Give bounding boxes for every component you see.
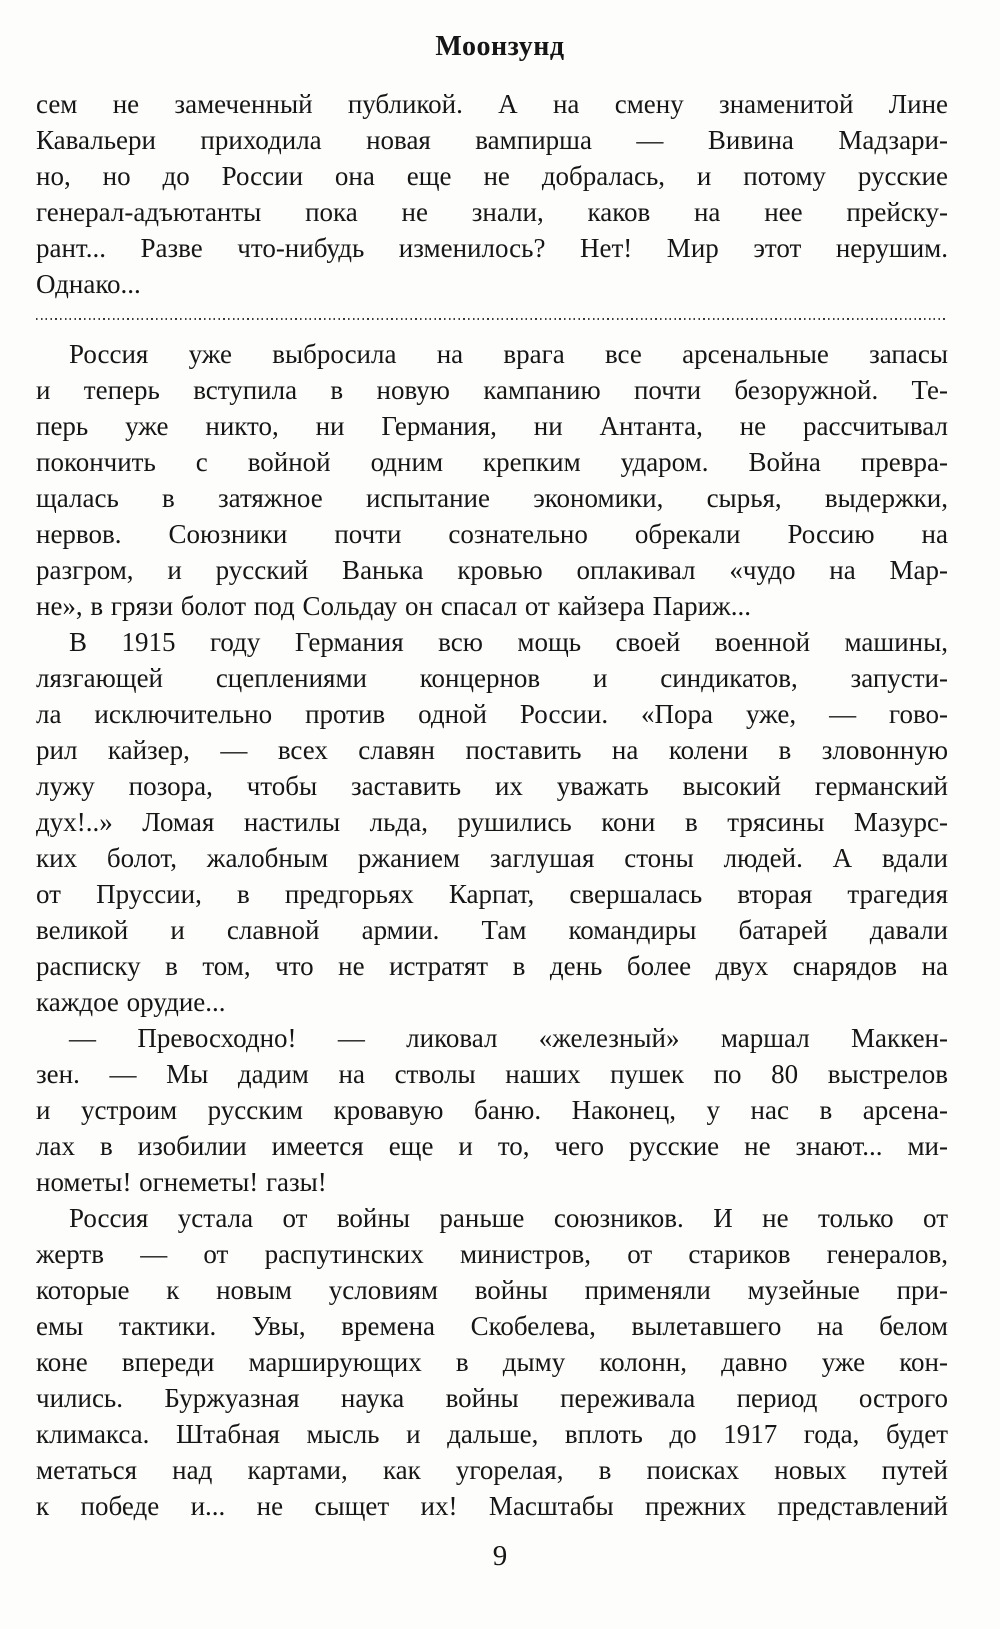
text-line: — Превосходно! — ликовал «железный» маршал Маккен-	[69, 1023, 948, 1053]
text-line: покончить с войной одним крепким ударом. Война превра-	[36, 447, 948, 477]
text-line: и теперь вступила в новую кампанию почти безоружной. Те-	[36, 375, 948, 405]
text-line: жертв — от распутинских министров, от стариков генералов,	[36, 1239, 948, 1269]
text-line: сем не замеченный публикой. А на смену знаменитой Лине	[36, 89, 948, 119]
text-line: лужу позора, чтобы заставить их уважать высокий германский	[36, 771, 948, 801]
paragraph	[36, 1020, 948, 1200]
text-line: расписку в том, что не истратят в день более двух снарядов на	[36, 951, 948, 981]
paragraph	[36, 336, 948, 624]
text-line: к победе и... не сыщет их! Масштабы прежних представлений	[36, 1491, 948, 1521]
text-line: лязгающей сцеплениями концернов и синдикатов, запусти-	[36, 663, 948, 693]
paragraph	[36, 624, 948, 1020]
text-line: нометы! огнеметы! газы!	[36, 1167, 327, 1197]
text-line: которые к новым условиям войны применяли музейные при-	[36, 1275, 948, 1305]
text-line: ла исключительно против одной России. «Пора уже, — гово-	[36, 699, 948, 729]
text-line: климакса. Штабная мысль и дальше, вплоть до 1917 года, будет	[36, 1419, 948, 1449]
text-line: от Пруссии, в предгорьях Карпат, свершалась вторая трагедия	[36, 879, 948, 909]
text-line: каждое орудие...	[36, 987, 226, 1017]
text-line: великой и славной армии. Там командиры батарей давали	[36, 915, 948, 945]
text-line: щалась в затяжное испытание экономики, сырья, выдержки,	[36, 483, 948, 513]
text-line: перь уже никто, ни Германия, ни Антанта, не рассчитывал	[36, 411, 948, 441]
text-line: Россия уже выбросила на врага все арсенальные запасы	[69, 339, 948, 369]
text-line: дух!..» Ломая настилы льда, рушились кони в трясины Мазурс-	[36, 807, 948, 837]
running-header: Моонзунд	[435, 31, 565, 62]
text-line: не», в грязи болот под Сольдау он спасал от кайзера Париж...	[36, 591, 751, 621]
page-number: 9	[492, 1540, 508, 1572]
text-line: лах в изобилии имеется еще и то, чего русские не знают... ми-	[36, 1131, 948, 1161]
text-line: коне впереди марширующих в дыму колонн, давно уже кон-	[36, 1347, 948, 1377]
text-line: и устроим русским кровавую баню. Наконец, у нас в арсена-	[36, 1095, 948, 1125]
text-line: рант... Разве что-нибудь изменилось? Нет! Мир этот нерушим.	[36, 233, 948, 263]
paragraph	[36, 86, 948, 302]
text-line: рил кайзер, — всех славян поставить на колени в зловонную	[36, 735, 948, 765]
text-line: Кавальери приходила новая вампирша — Вивина Мадзари-	[36, 125, 948, 155]
text-line: В 1915 году Германия всю мощь своей военной машины,	[69, 627, 948, 657]
dotted-separator-rule	[36, 318, 948, 320]
text-line: ких болот, жалобным ржанием заглушая стоны людей. А вдали	[36, 843, 948, 873]
text-line: Однако...	[36, 269, 141, 299]
text-line: но, но до России она еще не добралась, и потому русские	[36, 161, 948, 191]
text-line: зен. — Мы дадим на стволы наших пушек по 80 выстрелов	[36, 1059, 948, 1089]
text-line: Россия устала от войны раньше союзников. И не только от	[69, 1203, 948, 1233]
text-line: нервов. Союзники почти сознательно обрекали Россию на	[36, 519, 948, 549]
text-line: генерал-адъютанты пока не знали, каков на нее прейску-	[36, 197, 948, 227]
text-line: емы тактики. Увы, времена Скобелева, вылетавшего на белом	[36, 1311, 948, 1341]
paragraph	[36, 1200, 948, 1524]
text-line: метаться над картами, как угорелая, в поисках новых путей	[36, 1455, 948, 1485]
text-line: чились. Буржуазная наука войны переживала период острого	[36, 1383, 948, 1413]
text-block	[36, 86, 948, 1524]
text-line: разгром, и русский Ванька кровью оплакивал «чудо на Мар-	[36, 555, 948, 585]
